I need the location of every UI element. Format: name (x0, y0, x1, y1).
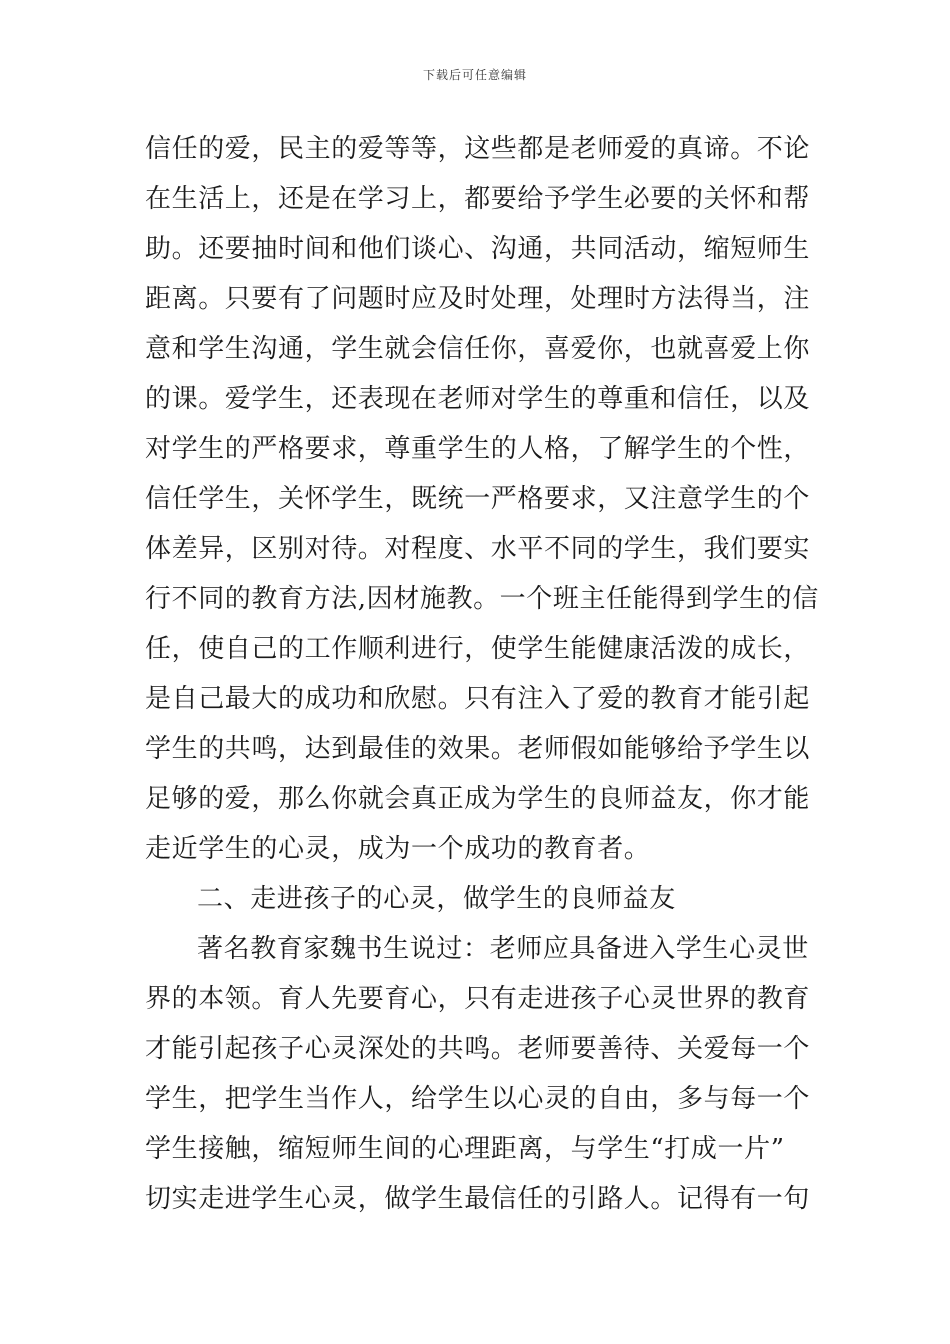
paragraph-line: 切实走进学生心灵，做学生最信任的引路人。记得有一句 (145, 1184, 811, 1214)
paragraph-line: 信任学生，关怀学生，既统一严格要求，又注意学生的个 (145, 484, 811, 514)
paragraph-line: 著名教育家魏书生说过：老师应具备进入学生心灵世 (197, 934, 809, 964)
paragraph-line: 界的本领。育人先要育心，只有走进孩子心灵世界的教育 (145, 984, 811, 1014)
paragraph-line: 体差异，区别对待。对程度、水平不同的学生，我们要实 (145, 534, 811, 564)
paragraph-line: 才能引起孩子心灵深处的共鸣。老师要善待、关爱每一个 (145, 1034, 811, 1064)
page-header: 下载后可任意编辑 (422, 68, 527, 82)
paragraph-line: 信任的爱，民主的爱等等，这些都是老师爱的真谛。不论 (145, 134, 811, 164)
paragraph-line: 意和学生沟通，学生就会信任你，喜爱你，也就喜爱上你 (145, 334, 811, 364)
paragraph-line: 足够的爱，那么你就会真正成为学生的良师益友，你才能 (145, 784, 811, 814)
paragraph-line: 助。还要抽时间和他们谈心、沟通，共同活动，缩短师生 (145, 234, 811, 264)
paragraph-line: 的课。爱学生，还表现在老师对学生的尊重和信任，以及 (145, 384, 811, 414)
paragraph-line: 学生，把学生当作人，给学生以心灵的自由，多与每一个 (145, 1084, 811, 1114)
paragraph-line: 距离。只要有了问题时应及时处理，处理时方法得当，注 (145, 284, 811, 314)
paragraph-line: 走近学生的心灵，成为一个成功的教育者。 (145, 834, 651, 864)
section-heading: 二、走进孩子的心灵，做学生的良师益友 (197, 884, 676, 914)
paragraph-line: 学生的共鸣，达到最佳的效果。老师假如能够给予学生以 (145, 734, 811, 764)
paragraph-line: 对学生的严格要求，尊重学生的人格，了解学生的个性， (145, 434, 811, 464)
paragraph-line: 学生接触，缩短师生间的心理距离，与学生“打成一片” (145, 1134, 785, 1164)
paragraph-line: 在生活上，还是在学习上，都要给予学生必要的关怀和帮 (145, 184, 811, 214)
paragraph-line: 行不同的教育方法,因材施教。一个班主任能得到学生的信 (145, 584, 819, 614)
paragraph-line: 是自己最大的成功和欣慰。只有注入了爱的教育才能引起 (145, 684, 811, 714)
document-body (145, 124, 819, 1224)
paragraph-line: 任，使自己的工作顺利进行，使学生能健康活泼的成长， (145, 634, 811, 664)
